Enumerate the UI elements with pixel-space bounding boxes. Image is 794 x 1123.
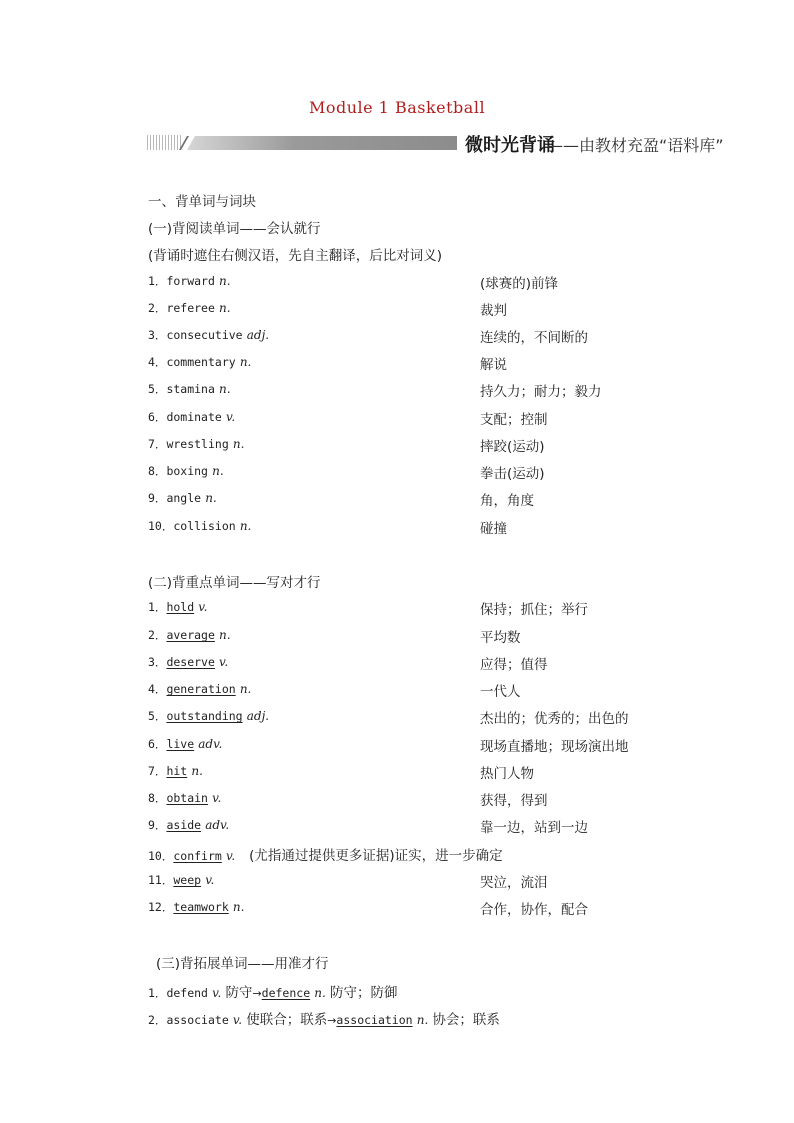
word-number: 3．	[148, 655, 167, 669]
word-meaning: 保持；抓住；举行	[480, 602, 588, 618]
word-row	[148, 817, 229, 833]
part1-heading: (一)背阅读单词——会认就行	[148, 221, 321, 237]
word-text-underlined: deserve	[166, 655, 215, 669]
word-row	[148, 627, 231, 643]
derived-word: defence	[261, 986, 311, 1000]
page-title: Module 1 Basketball	[308, 98, 486, 117]
part-of-speech: v.	[212, 986, 222, 1000]
part-of-speech: adj.	[246, 328, 270, 342]
banner-hatch-decoration	[147, 135, 183, 150]
arrow-icon: →	[327, 1014, 337, 1027]
word-text-underlined: outstanding	[166, 709, 243, 723]
word-number: 12．	[148, 900, 174, 914]
word-number: 3．	[148, 328, 167, 342]
word-text: consecutive	[166, 328, 243, 342]
word-row	[148, 844, 503, 864]
word-text-underlined: teamwork	[173, 900, 229, 914]
word-text: wrestling	[166, 437, 229, 451]
word-row	[148, 381, 231, 397]
word-row	[148, 518, 251, 534]
part-of-speech: n.	[239, 682, 252, 696]
word-row	[148, 327, 269, 343]
word-number: 1．	[148, 274, 167, 288]
banner-subtitle: ——由教材充盈“语料库”	[547, 136, 724, 155]
part-of-speech: n.	[239, 355, 252, 369]
word-number: 7．	[148, 437, 167, 451]
word-text-underlined: weep	[173, 873, 202, 887]
arrow-icon: →	[252, 987, 262, 1000]
word-row	[148, 790, 221, 806]
word-text: collision	[173, 519, 236, 533]
derived-word: association	[336, 1013, 413, 1027]
part-of-speech: n.	[232, 437, 245, 451]
word-meaning: 摔跤(运动)	[480, 439, 545, 455]
derivation-row	[148, 981, 397, 1001]
word-meaning: 合作，协作，配合	[480, 902, 588, 918]
word-number: 11．	[148, 873, 174, 887]
word-meaning: 持久力；耐力；毅力	[480, 384, 602, 400]
word-meaning: 解说	[480, 357, 507, 373]
word-text-underlined: generation	[166, 682, 236, 696]
word-row	[148, 899, 244, 915]
part-of-speech: v.	[212, 791, 222, 805]
part-of-speech: n.	[219, 301, 231, 315]
word-number: 5．	[148, 382, 167, 396]
part3-heading: (三)背拓展单词——用准才行	[156, 956, 329, 972]
word-text-underlined: hit	[166, 764, 188, 778]
word-text-underlined: aside	[166, 818, 202, 832]
part-of-speech: n.	[205, 491, 217, 505]
word-row	[148, 763, 203, 779]
part-of-speech: v.	[219, 655, 229, 669]
word-row	[148, 736, 222, 752]
word-number: 10．	[148, 519, 174, 533]
word-meaning: 角，角度	[480, 493, 534, 509]
word-number: 6．	[148, 410, 167, 424]
derived-part-of-speech: n.	[314, 986, 326, 1000]
word-row	[148, 654, 228, 670]
derivation-row	[148, 1008, 500, 1028]
word-meaning: 杰出的；优秀的；出色的	[480, 711, 629, 727]
part-of-speech: n.	[219, 382, 231, 396]
word-row	[148, 872, 214, 888]
word-text: commentary	[166, 355, 236, 369]
word-row	[148, 354, 251, 370]
word-row	[148, 490, 217, 506]
word-text-underlined: hold	[166, 600, 195, 614]
part2-heading: (二)背重点单词——写对才行	[148, 575, 321, 591]
part-of-speech: adj.	[246, 709, 270, 723]
part-of-speech: v.	[232, 1013, 243, 1027]
word-meaning: 平均数	[480, 630, 521, 646]
word-row	[148, 300, 231, 316]
section-banner	[147, 132, 724, 156]
word-meaning: (球赛的)前锋	[480, 276, 559, 292]
banner-bar-decoration	[187, 136, 457, 150]
word-number: 4．	[148, 682, 167, 696]
word-row	[148, 708, 269, 724]
word-number: 1．	[148, 600, 167, 614]
derived-meaning: 协会；联系	[432, 1012, 500, 1028]
word-text: angle	[166, 491, 202, 505]
derived-meaning: 防守；防御	[329, 985, 398, 1001]
part-of-speech: v.	[205, 873, 215, 887]
word-meaning: 使联合；联系	[246, 1012, 328, 1028]
part-of-speech: n.	[219, 274, 231, 288]
word-text: referee	[166, 301, 215, 315]
word-text: stamina	[166, 382, 215, 396]
word-row	[148, 409, 235, 425]
word-meaning: 获得，得到	[480, 793, 548, 809]
word-meaning: 现场直播地；现场演出地	[480, 739, 629, 755]
word-meaning: 连续的，不间断的	[480, 330, 588, 346]
word-text: associate	[166, 1013, 229, 1027]
part-of-speech: n.	[239, 519, 252, 533]
word-meaning: 防守	[225, 985, 253, 1001]
word-number: 2．	[148, 301, 167, 315]
word-number: 6．	[148, 737, 167, 751]
word-text: forward	[166, 274, 215, 288]
word-text: dominate	[166, 410, 222, 424]
part-of-speech: v.	[198, 600, 208, 614]
word-meaning: 碰撞	[480, 521, 507, 537]
word-row	[148, 681, 251, 697]
word-text: boxing	[166, 464, 208, 478]
part-of-speech: n.	[212, 464, 224, 478]
word-number: 7．	[148, 764, 167, 778]
word-number: 9．	[148, 491, 167, 505]
word-meaning: 热门人物	[480, 766, 534, 782]
part-of-speech: n.	[219, 628, 231, 642]
section-title: 一、背单词与词块	[148, 194, 256, 210]
word-number: 8．	[148, 464, 167, 478]
word-text-underlined: confirm	[173, 849, 222, 863]
part1-note: (背诵时遮住右侧汉语，先自主翻译，后比对词义)	[148, 248, 443, 264]
part-of-speech: adv.	[205, 818, 230, 832]
word-text-underlined: live	[166, 737, 195, 751]
word-number: 5．	[148, 709, 167, 723]
part-of-speech: adv.	[198, 737, 223, 751]
word-row	[148, 273, 231, 289]
derived-part-of-speech: n.	[416, 1013, 429, 1027]
word-row	[148, 436, 244, 452]
word-text: defend	[166, 986, 208, 1000]
word-number: 2．	[148, 1013, 167, 1027]
word-number: 2．	[148, 628, 167, 642]
word-number: 4．	[148, 355, 167, 369]
word-meaning: 哭泣，流泪	[480, 875, 548, 891]
word-meaning: 拳击(运动)	[480, 466, 545, 482]
word-text-underlined: average	[166, 628, 215, 642]
word-number: 10．	[148, 849, 174, 863]
word-number: 8．	[148, 791, 167, 805]
word-meaning: 裁判	[480, 303, 507, 319]
part-of-speech: n.	[232, 900, 245, 914]
part-of-speech: v.	[225, 410, 236, 424]
word-meaning: 一代人	[480, 684, 521, 700]
banner-heading: 微时光背诵	[465, 135, 555, 156]
part-of-speech: n.	[191, 764, 203, 778]
word-row	[148, 463, 224, 479]
word-meaning: 应得；值得	[480, 657, 548, 673]
word-number: 1．	[148, 986, 167, 1000]
word-row	[148, 599, 207, 615]
word-meaning: 支配；控制	[480, 412, 548, 428]
word-text-underlined: obtain	[166, 791, 208, 805]
word-meaning: 靠一边，站到一边	[480, 820, 588, 836]
word-meaning: (尤指通过提供更多证据)证实，进一步确定	[249, 848, 503, 864]
word-number: 9．	[148, 818, 167, 832]
part-of-speech: v.	[225, 849, 236, 863]
